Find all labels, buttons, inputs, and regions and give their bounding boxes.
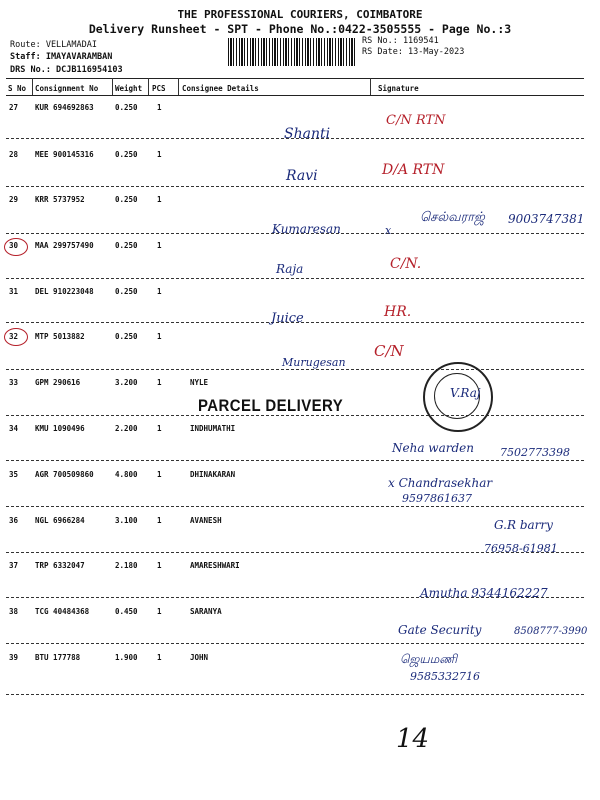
row-sno: 35 bbox=[9, 470, 19, 479]
page-mark: 14 bbox=[396, 724, 430, 754]
col-sep bbox=[370, 78, 371, 95]
handwritten-signature: Gate Security bbox=[398, 623, 482, 637]
row-pcs: 1 bbox=[157, 378, 162, 387]
row-consignment: KMU 1090496 bbox=[35, 424, 85, 433]
row-pcs: 1 bbox=[157, 470, 162, 479]
handwritten-name: Murugesan bbox=[282, 356, 346, 369]
handwritten-remark: x bbox=[385, 224, 392, 237]
barcode bbox=[228, 38, 356, 66]
row-consignee: SARANYA bbox=[190, 607, 222, 616]
col-weight: Weight bbox=[115, 84, 143, 93]
col-sep bbox=[112, 78, 113, 95]
handwritten-signature: x Chandrasekhar bbox=[388, 476, 493, 490]
row-weight: 0.250 bbox=[115, 195, 138, 204]
row-sno: 30 bbox=[9, 241, 19, 250]
row-weight: 0.250 bbox=[115, 332, 138, 341]
row-weight: 2.200 bbox=[115, 424, 138, 433]
row-weight: 3.200 bbox=[115, 378, 138, 387]
row-consignee: INDHUMATHI bbox=[190, 424, 236, 433]
row-sno: 33 bbox=[9, 378, 19, 387]
row-sno: 28 bbox=[9, 150, 19, 159]
row-consignee: AMARESHWARI bbox=[190, 561, 240, 570]
handwritten-phone: 9597861637 bbox=[402, 492, 472, 505]
route: Route: VELLAMADAI bbox=[10, 40, 97, 50]
row-sno: 32 bbox=[9, 332, 19, 341]
handwritten-remark: C/N bbox=[374, 342, 404, 360]
handwritten-signature: ஜெயமணி bbox=[400, 652, 458, 666]
handwritten-name: Raja bbox=[276, 262, 304, 276]
row-pcs: 1 bbox=[157, 516, 162, 525]
staff: Staff: IMAYAVARAMBAN bbox=[10, 52, 113, 62]
drs-number: DRS No.: DCJB116954103 bbox=[10, 65, 123, 75]
row-sno: 38 bbox=[9, 607, 19, 616]
row-consignee: AVANESH bbox=[190, 516, 222, 525]
row-consignee: JOHN bbox=[190, 653, 209, 662]
handwritten-phone: 8508777-3990 bbox=[514, 626, 588, 637]
row-weight: 0.250 bbox=[115, 287, 138, 296]
row-weight: 1.900 bbox=[115, 653, 138, 662]
handwritten-signature: Amutha 9344162227 bbox=[420, 586, 548, 600]
row-pcs: 1 bbox=[157, 653, 162, 662]
handwritten-signature: Neha warden bbox=[392, 441, 474, 455]
company-title: THE PROFESSIONAL COURIERS, COIMBATORE bbox=[177, 8, 423, 21]
row-consignee: NYLE bbox=[190, 378, 209, 387]
col-sno: S No bbox=[8, 84, 27, 93]
row-pcs: 1 bbox=[157, 607, 162, 616]
row-consignment: MEE 900145316 bbox=[35, 150, 94, 159]
row-pcs: 1 bbox=[157, 287, 162, 296]
row-divider bbox=[6, 369, 584, 370]
col-sep bbox=[32, 78, 33, 95]
col-consignee: Consignee Details bbox=[182, 84, 259, 93]
row-consignment: KUR 694692863 bbox=[35, 103, 94, 112]
row-weight: 0.250 bbox=[115, 241, 138, 250]
row-divider bbox=[6, 186, 584, 187]
handwritten-remark: C/N. bbox=[390, 256, 422, 272]
row-pcs: 1 bbox=[157, 103, 162, 112]
row-weight: 2.180 bbox=[115, 561, 138, 570]
row-weight: 0.250 bbox=[115, 150, 138, 159]
rs-date: RS Date: 13-May-2023 bbox=[362, 47, 465, 57]
row-sno: 37 bbox=[9, 561, 19, 570]
handwritten-name: Ravi bbox=[286, 168, 318, 184]
row-sno: 27 bbox=[9, 103, 19, 112]
row-divider bbox=[6, 694, 584, 695]
row-consignment: KRR 5737952 bbox=[35, 195, 85, 204]
row-consignment: NGL 6966284 bbox=[35, 516, 85, 525]
handwritten-name: G.R barry bbox=[494, 518, 553, 532]
handwritten-name: Juice bbox=[271, 311, 304, 326]
row-weight: 0.250 bbox=[115, 103, 138, 112]
col-sep bbox=[148, 78, 149, 95]
row-sno: 39 bbox=[9, 653, 19, 662]
row-pcs: 1 bbox=[157, 195, 162, 204]
table-top-rule bbox=[6, 78, 584, 79]
row-consignee: DHINAKARAN bbox=[190, 470, 236, 479]
row-consignment: DEL 910223048 bbox=[35, 287, 94, 296]
table-header-rule bbox=[6, 95, 584, 96]
handwritten-signature: செல்வராஜ் bbox=[420, 210, 485, 225]
handwritten-phone: 7502773398 bbox=[500, 446, 570, 459]
row-pcs: 1 bbox=[157, 561, 162, 570]
row-consignment: TCG 40484368 bbox=[35, 607, 90, 616]
row-pcs: 1 bbox=[157, 241, 162, 250]
handwritten-name: Shanti bbox=[284, 126, 331, 142]
row-consignment: AGR 700509860 bbox=[35, 470, 94, 479]
row-sno: 34 bbox=[9, 424, 19, 433]
row-consignment: MTP 5013882 bbox=[35, 332, 85, 341]
row-weight: 0.450 bbox=[115, 607, 138, 616]
row-sno: 29 bbox=[9, 195, 19, 204]
col-signature: Signature bbox=[378, 84, 419, 93]
col-pcs: PCS bbox=[152, 84, 166, 93]
col-sep bbox=[178, 78, 179, 95]
row-pcs: 1 bbox=[157, 332, 162, 341]
handwritten-name: Kumaresan bbox=[272, 222, 341, 236]
row-divider bbox=[6, 643, 584, 644]
handwritten-signature: V.Raj bbox=[450, 386, 481, 400]
row-consignment: MAA 299757490 bbox=[35, 241, 94, 250]
row-weight: 3.100 bbox=[115, 516, 138, 525]
row-divider bbox=[6, 506, 584, 507]
row-sno: 31 bbox=[9, 287, 19, 296]
row-weight: 4.800 bbox=[115, 470, 138, 479]
row-pcs: 1 bbox=[157, 150, 162, 159]
handwritten-phone: 9003747381 bbox=[508, 212, 585, 226]
rs-number: RS No.: 1169541 bbox=[362, 36, 439, 46]
parcel-delivery-stamp: PARCEL DELIVERY bbox=[198, 396, 344, 415]
handwritten-remark: HR. bbox=[384, 304, 412, 320]
handwritten-phone: 9585332716 bbox=[410, 670, 480, 683]
row-divider bbox=[6, 460, 584, 461]
runsheet-title: Delivery Runsheet - SPT - Phone No.:0422-3505555 - Page No.:3 bbox=[88, 22, 512, 36]
row-divider bbox=[6, 278, 584, 279]
row-consignment: GPM 290616 bbox=[35, 378, 81, 387]
row-pcs: 1 bbox=[157, 424, 162, 433]
row-sno: 36 bbox=[9, 516, 19, 525]
row-consignment: TRP 6332047 bbox=[35, 561, 85, 570]
handwritten-remark: D/A RTN bbox=[382, 162, 445, 178]
col-consignment: Consignment No bbox=[35, 84, 99, 93]
row-consignment: BTU 177788 bbox=[35, 653, 81, 662]
handwritten-phone: 76958-61981 bbox=[484, 542, 558, 555]
handwritten-remark: C/N RTN bbox=[386, 113, 446, 128]
